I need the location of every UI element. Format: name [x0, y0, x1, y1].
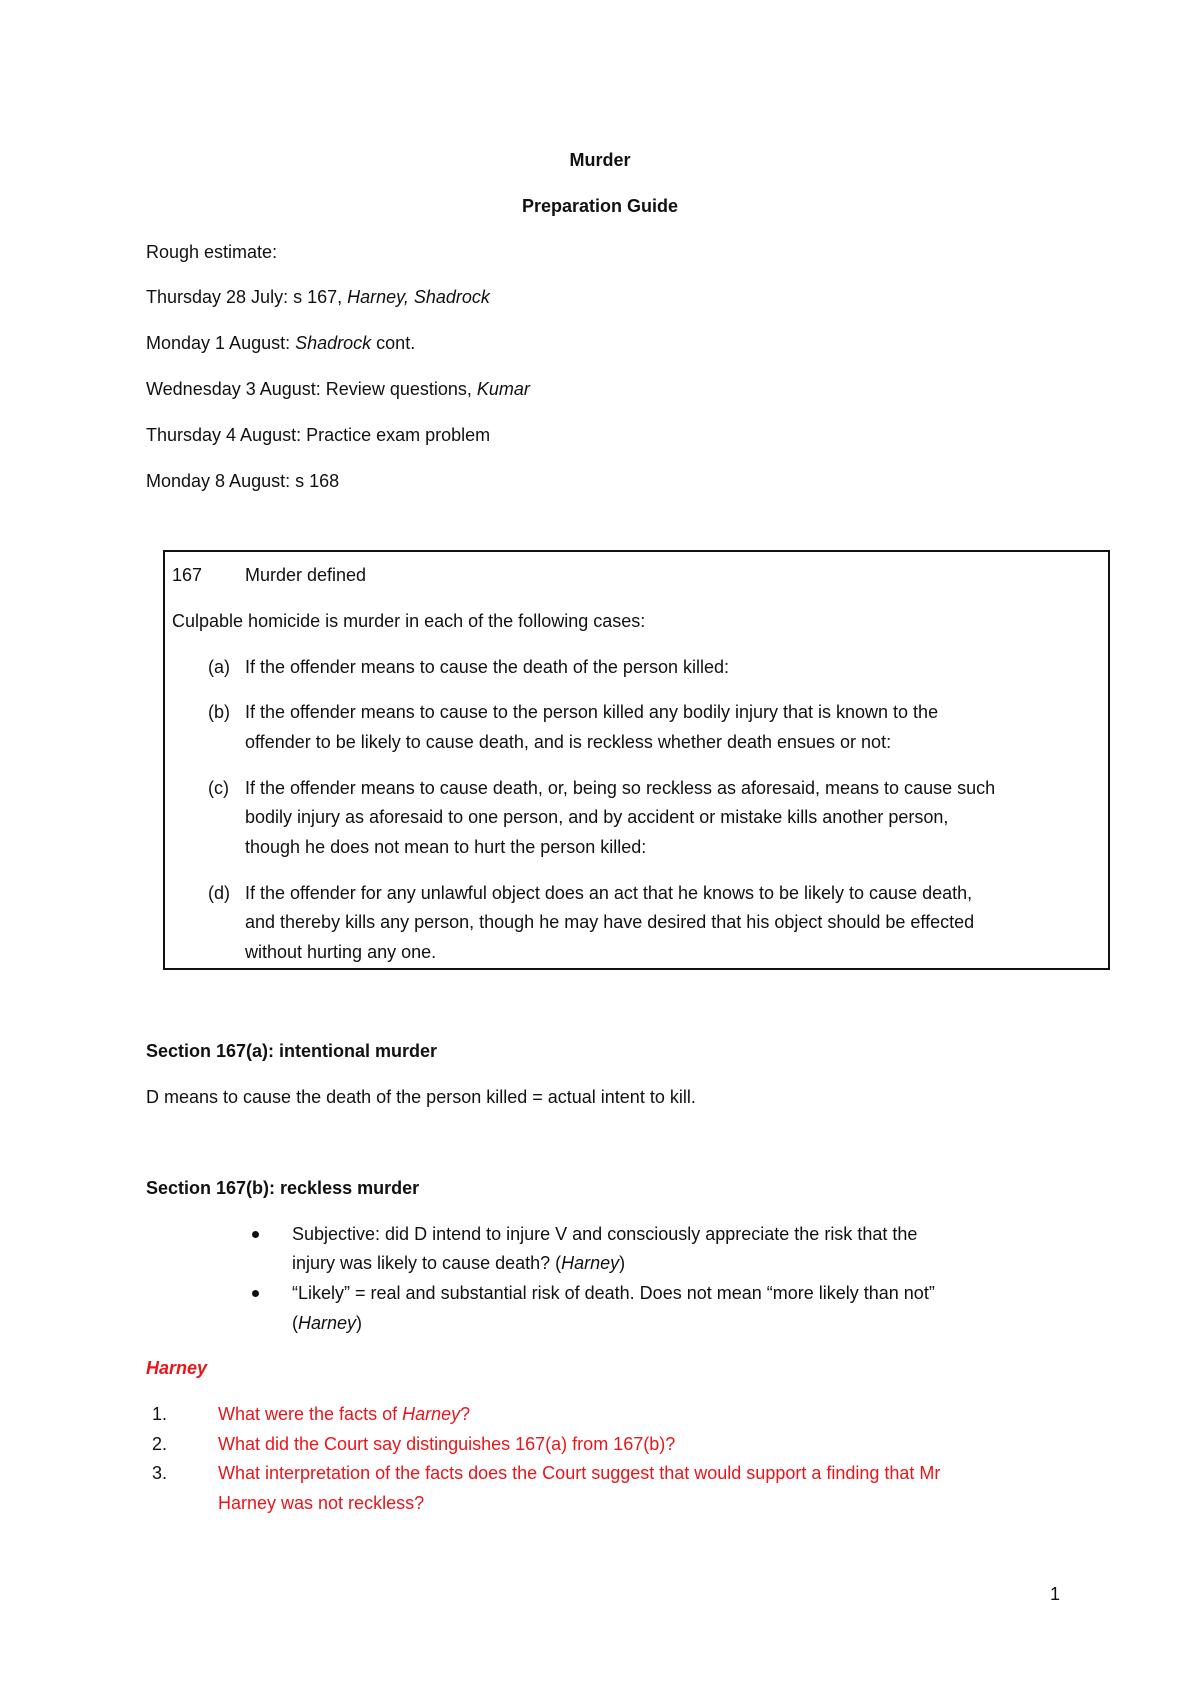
- page-number: 1: [1049, 1584, 1060, 1604]
- paragraph-text-d: and thereby kills any person, though he may have desired that his object should be effected: [245, 912, 975, 932]
- question-number: 1.: [152, 1404, 168, 1424]
- question-text: What were the facts of Harney?: [218, 1404, 471, 1424]
- section-a-text: D means to cause the death of the person killed = actual intent to kill.: [146, 1087, 696, 1107]
- schedule-item: Thursday 28 July: s 167, Harney, Shadrock: [146, 287, 490, 307]
- question-number: 2.: [152, 1434, 168, 1454]
- bullet-text: (Harney): [292, 1313, 363, 1333]
- question-text: Harney was not reckless?: [218, 1493, 425, 1513]
- paragraph-text-d: If the offender for any unlawful object does an act that he knows to be likely to cause death,: [245, 883, 973, 903]
- bullet-icon: [252, 1290, 259, 1297]
- bullet-icon: [252, 1231, 259, 1238]
- schedule-item: Wednesday 3 August: Review questions, Kumar: [146, 379, 530, 399]
- schedule-item: Monday 8 August: s 168: [146, 471, 340, 491]
- paragraph-label-a: (a): [208, 657, 230, 677]
- schedule-intro: Rough estimate:: [146, 242, 278, 262]
- paragraph-label-d: (d): [208, 883, 230, 903]
- paragraph-text-d: without hurting any one.: [245, 942, 437, 962]
- question-text: What did the Court say distinguishes 167(a) from 167(b)?: [218, 1434, 676, 1454]
- document-title: Murder: [569, 150, 631, 170]
- paragraph-text-a: If the offender means to cause the death of the person killed:: [245, 657, 729, 677]
- schedule-item: Thursday 4 August: Practice exam problem: [146, 425, 491, 445]
- paragraph-text-c: though he does not mean to hurt the person killed:: [245, 837, 647, 857]
- question-number: 3.: [152, 1463, 168, 1483]
- paragraph-text-c: bodily injury as aforesaid to one person, and by accident or mistake kills another person,: [245, 807, 949, 827]
- question-text: What interpretation of the facts does the Court suggest that would support a finding that Mr: [218, 1463, 941, 1483]
- bullet-text: injury was likely to cause death? (Harney): [292, 1253, 626, 1273]
- section-b-heading: Section 167(b): reckless murder: [146, 1178, 420, 1198]
- bullet-text: “Likely” = real and substantial risk of death. Does not mean “more likely than not”: [292, 1283, 935, 1303]
- paragraph-label-c: (c): [208, 778, 229, 798]
- document-subtitle: Preparation Guide: [521, 196, 679, 216]
- paragraph-text-b: If the offender means to cause to the person killed any bodily injury that is known to the: [245, 702, 939, 722]
- schedule-item: Monday 1 August: Shadrock cont.: [146, 333, 416, 353]
- paragraph-label-b: (b): [208, 702, 230, 722]
- bullet-text: Subjective: did D intend to injure V and consciously appreciate the risk that the: [292, 1224, 918, 1244]
- paragraph-text-c: If the offender means to cause death, or, being so reckless as aforesaid, means to cause such: [245, 778, 996, 798]
- statute-number: 167: [172, 565, 203, 585]
- paragraph-text-b: offender to be likely to cause death, and is reckless whether death ensues or not:: [245, 732, 892, 752]
- section-a-heading: Section 167(a): intentional murder: [146, 1041, 438, 1061]
- harney-heading: Harney: [146, 1358, 208, 1378]
- statute-heading: Murder defined: [245, 565, 367, 585]
- statute-intro: Culpable homicide is murder in each of the following cases:: [172, 611, 646, 631]
